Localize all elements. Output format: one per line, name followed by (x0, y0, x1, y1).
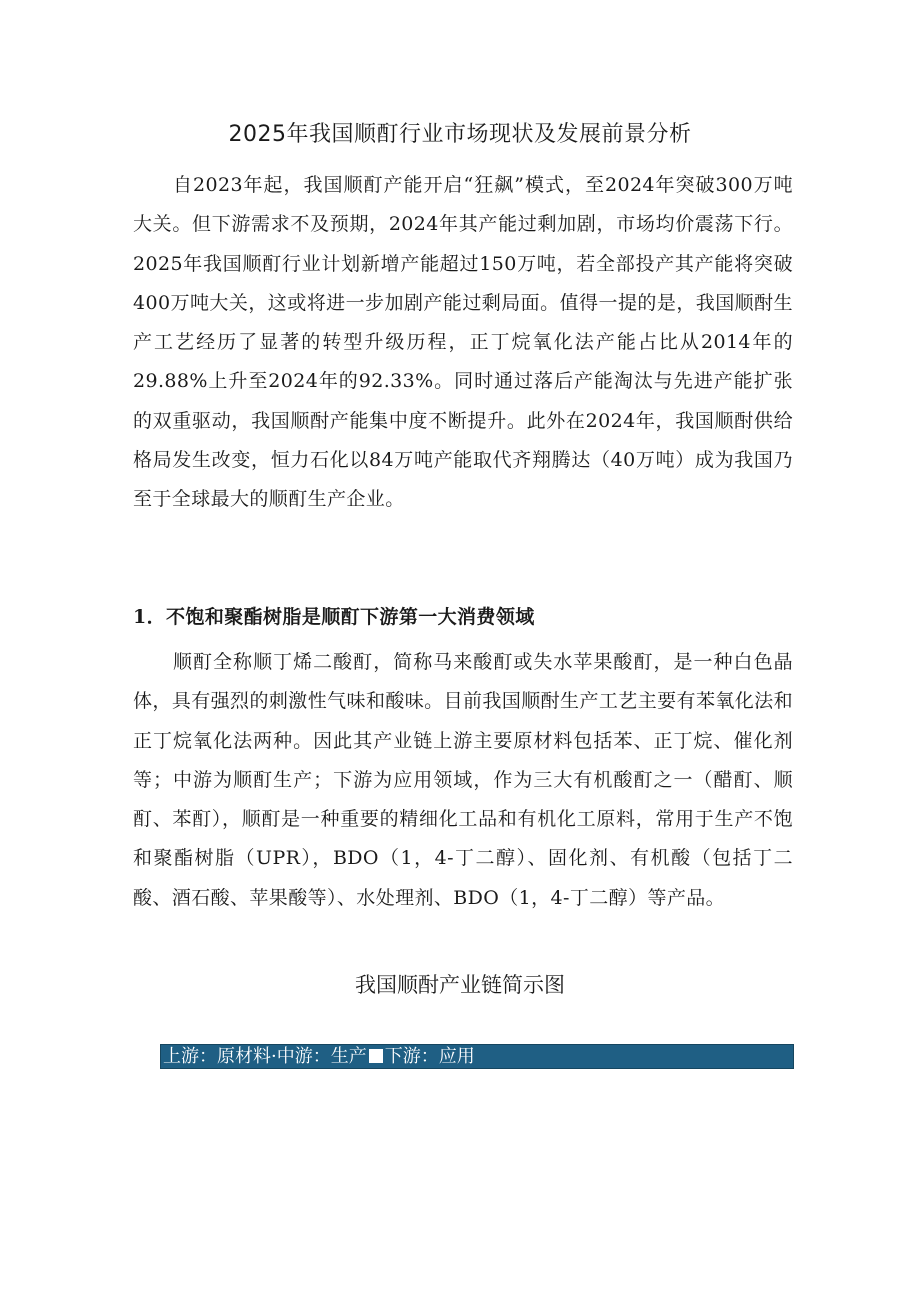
chain-downstream-label: 下游：应用 (384, 1046, 475, 1067)
figure-title: 我国顺酎产业链简示图 (355, 973, 565, 997)
paragraph-capacity-overview: 自2023年起，我国顺酊产能开启“狂飙”模式，至2024年突破300万吨大关。但下游需求不及预期，2024年其产能过剩加剧，市场均价震荡下行。2025年我国顺酊行业计划新增产能超过150万吨，若全部投产其产能将突破400万吨大关，这或将进一步加剧产能过剩局面。值得一提的是，我国顺酎生产工艺经历了显著的转型升级历程，正丁烷氧化法产能占比从2014年的29.88%上升至2024年的92.33%。同时通过落后产能淘汰与先进产能扩张的双重驱动，我国顺酎产能集中度不断提升。此外在2024年，我国顺酎供给格局发生改变，恒力石化以84万吨产能取代齐翔腾达（40万吨）成为我国乃至于全球最大的顺酊生产企业。 (133, 174, 793, 511)
section-heading-downstream: 1．不饱和聚酯树脂是顺酊下游第一大消费领域 (133, 606, 535, 628)
square-marker-icon (369, 1049, 383, 1063)
paragraph-industry-chain: 顺酊全称顺丁烯二酸酊，简称马来酸酊或失水苹果酸酊，是一种白色晶体，具有强烈的刺激性气味和酸味。目前我国顺酎生产工艺主要有苯氧化法和正丁烷氧化法两种。因此其产业链上游主要原材料包括苯、正丁烷、催化剂等；中游为顺酊生产；下游为应用领域，作为三大有机酸酊之一（醋酊、顺酊、苯酊），顺酊是一种重要的精细化工品和有机化工原料，常用于生产不饱和聚酯树脂（UPR），BDO（1，4-丁二醇）、固化剂、有机酸（包括丁二酸、酒石酸、苹果酸等）、水处理剂、BDO（1，4-丁二醇）等产品。 (133, 651, 793, 909)
chain-separator: · (271, 1046, 277, 1067)
chain-midstream-label: 中游：生产 (276, 1046, 367, 1067)
chain-upstream-label: 上游：原材料 (163, 1046, 271, 1067)
document-title: 2025年我国顺酊行业市场现状及发展前景分析 (228, 122, 692, 147)
industry-chain-bar (160, 1044, 794, 1069)
